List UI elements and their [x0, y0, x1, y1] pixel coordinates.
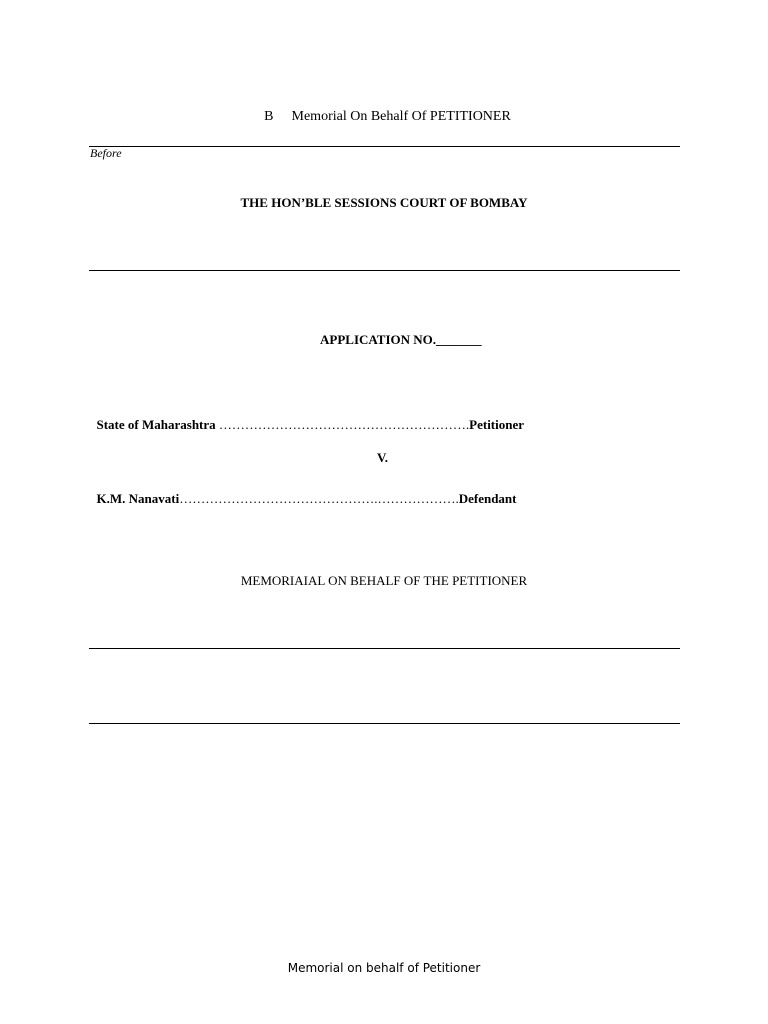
versus-label: V. [377, 450, 388, 465]
rule-middle [89, 648, 680, 649]
defendant-dots: ……………………………………….………………. [179, 491, 459, 506]
rule-bottom [89, 723, 680, 724]
page-header [0, 93, 768, 125]
defendant-name: K.M. Nanavati [96, 491, 180, 506]
page-footer: Memorial on behalf of Petitioner [287, 961, 481, 975]
application-number: APPLICATION NO._______ [320, 332, 482, 347]
defendant-role: Defendant [458, 491, 517, 506]
rule-below-court [89, 270, 680, 271]
header-title: Memorial On Behalf Of PETITIONER [291, 109, 511, 124]
before-label: Before [90, 146, 122, 160]
court-name: THE HON’BLE SESSIONS COURT OF BOMBAY [240, 195, 528, 210]
rule-top [89, 146, 680, 147]
header-letter: B [264, 109, 274, 124]
defendant-line [90, 475, 516, 507]
petitioner-dots: …………………………………………………. [215, 417, 470, 432]
petitioner-role: Petitioner [469, 417, 525, 432]
petitioner-line [90, 401, 524, 433]
memorial-title: MEMORIAIAL ON BEHALF OF THE PETITIONER [240, 573, 528, 588]
petitioner-name: State of Maharashtra [96, 417, 216, 432]
